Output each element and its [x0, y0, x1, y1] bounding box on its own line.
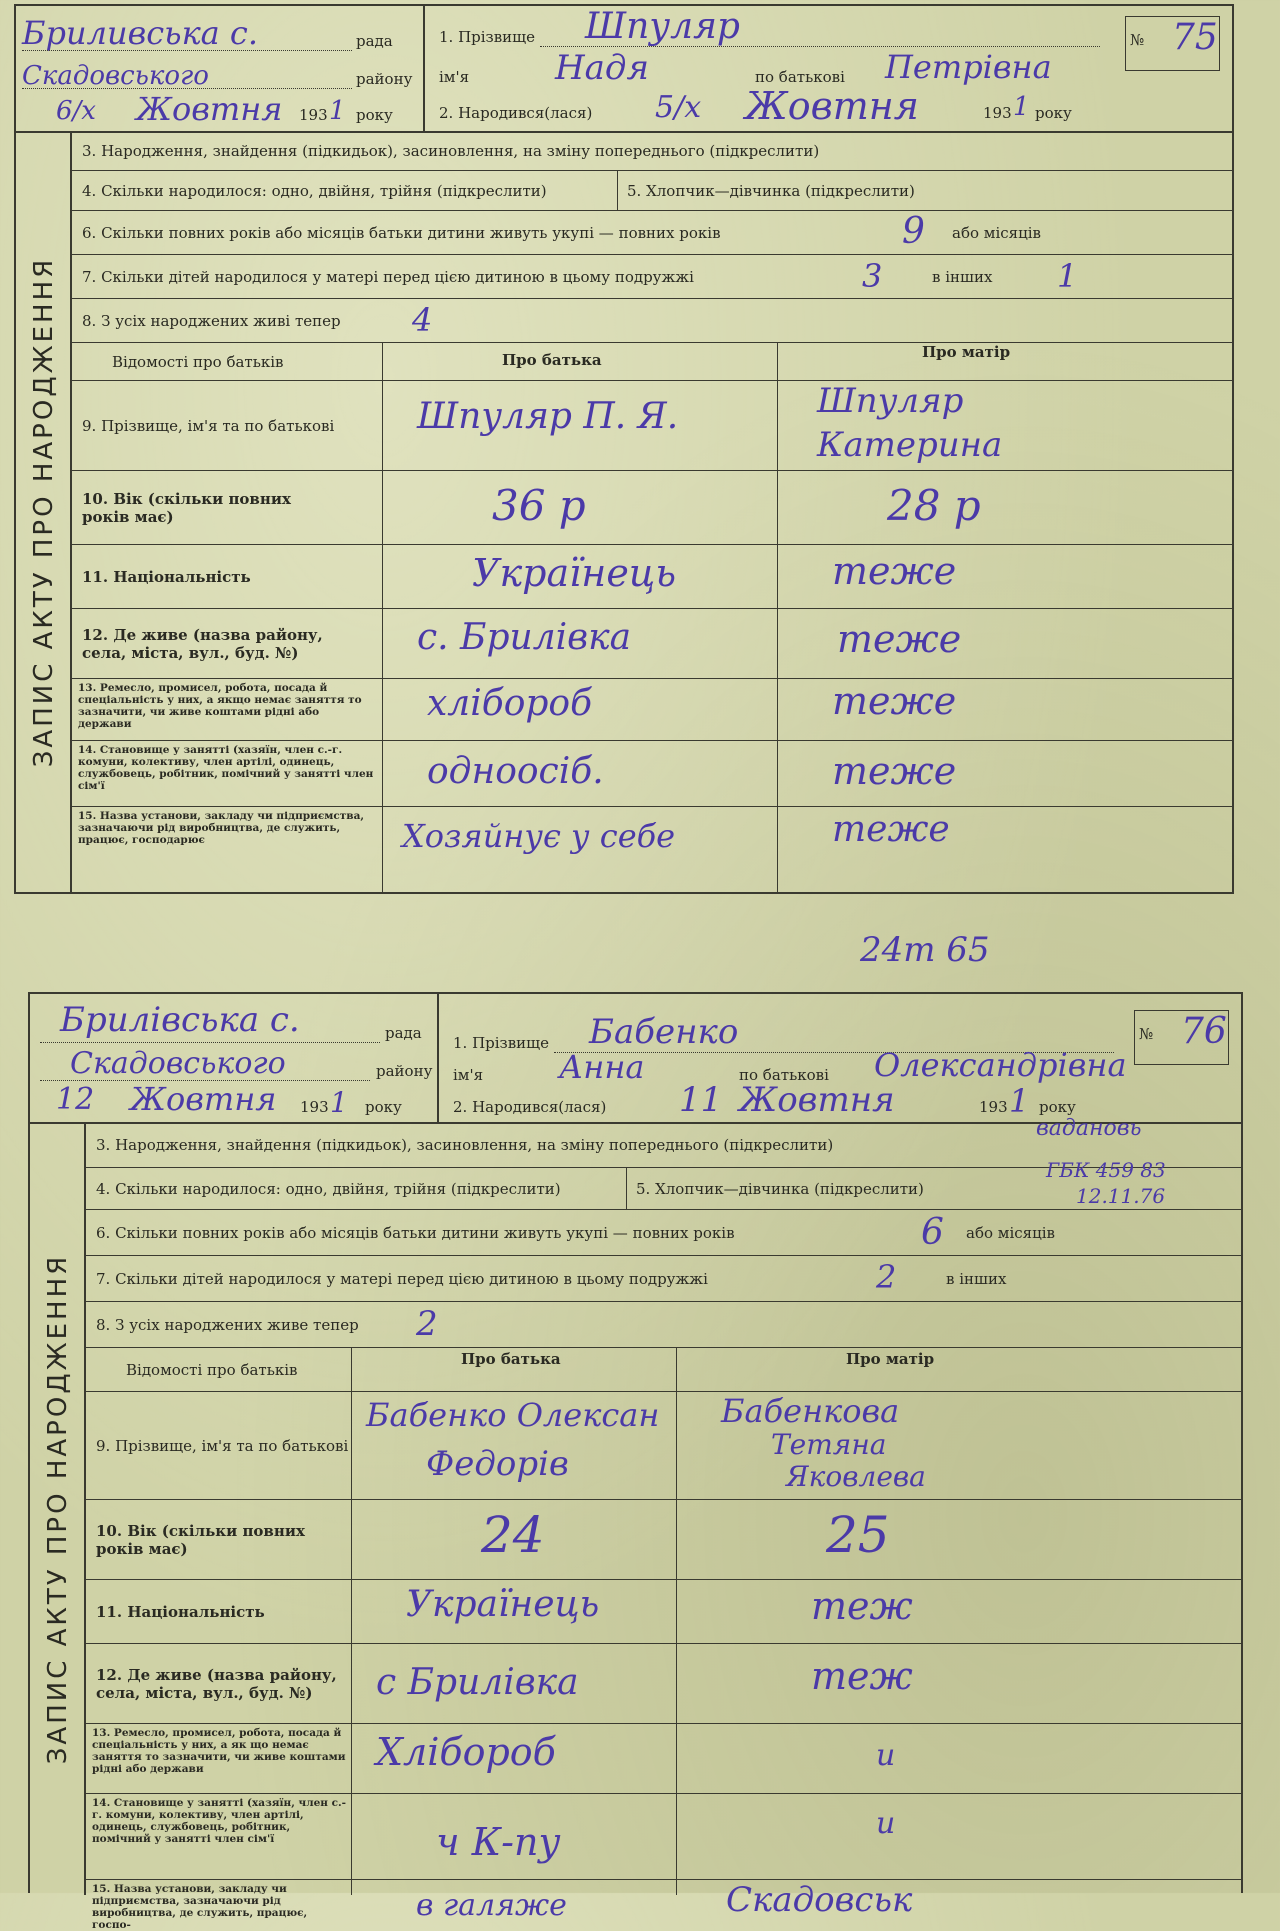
name-label: ім'я	[453, 1066, 484, 1084]
rada-label: рада	[356, 32, 393, 50]
row-9	[72, 381, 1232, 471]
row-11-mother: теже	[832, 549, 957, 593]
row-4-5	[72, 171, 1232, 211]
born-year-handwritten: 1	[1009, 1082, 1030, 1120]
row-13-mother: теже	[832, 679, 957, 723]
row-14-father: одноосіб.	[427, 751, 604, 792]
row-10-label: 10. Вік (скільки повних років має)	[96, 1521, 305, 1558]
name-label: ім'я	[439, 68, 470, 86]
surname-handwritten: Бабенко	[589, 1012, 739, 1052]
side-title-text: ЗАПИС АКТУ ПРО НАРОДЖЕННЯ	[43, 1253, 73, 1764]
row-15	[86, 1880, 1241, 1931]
surname-handwritten: Шпуляр	[585, 6, 740, 47]
row-14	[86, 1794, 1241, 1880]
row-7-mid: в інших	[946, 1269, 1007, 1288]
rayon-handwritten: Скадовського	[70, 1046, 286, 1081]
born-year-prefix: 193	[979, 1098, 1008, 1116]
row-7	[86, 1256, 1241, 1302]
row-13-father: Хлібороб	[376, 1730, 556, 1774]
margin-note: 24т 65	[860, 930, 990, 970]
patronymic-label: по батькові	[739, 1066, 829, 1084]
row-6-tail: або місяців	[966, 1223, 1055, 1242]
row-6	[72, 211, 1232, 255]
row-7-label: 7. Скільки дітей народилося у матері перед цією дитиною в цьому подружжі	[96, 1269, 708, 1288]
row-15-label: 15. Назва установи, закладу чи підприємства, зазначаючи рід виробництва, де служить, працює, господарює	[78, 810, 365, 846]
row-9-father-2: Федорів	[426, 1444, 569, 1484]
row-8-value: 2	[416, 1304, 438, 1344]
row-9-label: 9. Прізвище, ім'я та по батькові	[82, 416, 335, 435]
row-11-label: 11. Національність	[82, 567, 251, 586]
row-13-father: хлібороб	[427, 683, 593, 724]
side-title	[30, 1122, 86, 1895]
date-year-label: року	[365, 1098, 402, 1116]
row-13-mother: и	[876, 1738, 896, 1773]
parents-table	[72, 343, 1232, 892]
born-year-label: року	[1035, 104, 1072, 122]
row-9-mother-1: Бабенкова	[721, 1392, 900, 1430]
born-label: 2. Народився(лася)	[439, 104, 593, 122]
row-7	[72, 255, 1232, 299]
side-title	[16, 131, 72, 892]
record-number-handwritten: 76	[1181, 1011, 1227, 1052]
patronymic-handwritten: Петрівна	[885, 48, 1052, 86]
born-day-handwritten: 11	[679, 1080, 723, 1120]
rada-handwritten: Бриливська с.	[22, 14, 259, 52]
row-6	[86, 1210, 1241, 1256]
parents-table	[86, 1348, 1241, 1931]
date-year-prefix: 193	[300, 1098, 329, 1116]
row-11	[86, 1580, 1241, 1644]
row-10-label: 10. Вік (скільки повних років має)	[82, 489, 291, 526]
row-10-mother: 25	[826, 1506, 890, 1564]
row-5-label: 5. Хлопчик—дівчинка (підкреслити)	[627, 181, 915, 200]
row-14-father: ч К-пу	[436, 1820, 561, 1864]
row-11-father: Українець	[472, 551, 677, 595]
row-10-father: 36 р	[492, 481, 586, 530]
surname-label: 1. Прізвище	[453, 1034, 550, 1052]
row-12-mother: теж	[811, 1654, 913, 1698]
row-9-mother-2: Катерина	[817, 425, 1003, 465]
date-day-handwritten: 6/х	[56, 96, 96, 126]
row-15	[72, 807, 1232, 868]
surname-label: 1. Прізвище	[439, 28, 536, 46]
row-14-mother: и	[876, 1806, 896, 1841]
row-10	[86, 1500, 1241, 1580]
date-year-handwritten: 1	[330, 1086, 348, 1119]
date-month-handwritten: Жовтня	[136, 90, 283, 128]
row-10-father: 24	[481, 1506, 545, 1564]
row-12	[86, 1644, 1241, 1724]
row-12-father: с. Брилівка	[417, 617, 632, 658]
row-11-label: 11. Національність	[96, 1602, 265, 1621]
born-label: 2. Народився(лася)	[453, 1098, 607, 1116]
date-year-label: року	[356, 106, 393, 124]
row-7-value-2: 1	[1057, 257, 1078, 295]
name-handwritten: Анна	[559, 1048, 645, 1086]
rayon-label: району	[376, 1062, 433, 1080]
born-day-handwritten: 5/х	[655, 90, 702, 125]
row-15-father: Хозяйнує у себе	[402, 817, 676, 855]
row-12-mother: теже	[837, 617, 962, 661]
parents-table-head	[86, 1348, 1241, 1392]
patronymic-handwritten: Олександрівна	[874, 1046, 1127, 1084]
record-number-label: №	[1139, 1025, 1154, 1043]
date-month-handwritten: Жовтня	[130, 1080, 277, 1118]
row-13-label: 13. Ремесло, промисел, робота, посада й спеціальність у них, а як що немає заняття то зазначити, чи живе коштами рідні або держави	[92, 1727, 346, 1775]
row-15-label: 15. Назва установи, закладу чи підприємства, зазначаючи рід виробництва, де служить, працює, госпо-	[92, 1883, 308, 1931]
row-12	[72, 609, 1232, 679]
row-11-mother: теж	[811, 1584, 913, 1628]
row-4-label: 4. Скільки народилося: одно, двійня, трійня (підкреслити)	[82, 181, 547, 200]
rada-handwritten: Брилівська с.	[60, 1000, 300, 1040]
row-9-father: Шпуляр П. Я.	[417, 396, 679, 437]
date-year-prefix: 193	[299, 106, 328, 124]
registry-office-block	[30, 994, 439, 1122]
name-handwritten: Надя	[555, 48, 649, 88]
date-day-handwritten: 12	[56, 1082, 95, 1117]
row-8-label: 8. З усіх народжених живі тепер	[82, 311, 341, 330]
born-year-label: року	[1039, 1098, 1076, 1116]
head-mother: Про матір	[846, 1350, 935, 1368]
row-8-value: 4	[412, 301, 433, 339]
row-3	[72, 131, 1232, 171]
row-9-label: 9. Прізвище, ім'я та по батькові	[96, 1436, 349, 1455]
row-15-mother: Скадовськ	[726, 1880, 913, 1920]
row-4-5	[86, 1158, 1241, 1210]
head-father: Про батька	[461, 1350, 561, 1368]
row-8	[72, 299, 1232, 343]
side-note-1: вадановь	[1036, 1116, 1142, 1141]
child-info-block	[425, 6, 1232, 131]
head-father: Про батька	[502, 351, 602, 369]
row-12-father: с Брилівка	[376, 1662, 579, 1703]
side-note-3: 12.11.76	[1076, 1184, 1166, 1208]
row-15-father: в галяже	[416, 1888, 567, 1923]
row-6-label: 6. Скільки повних років або місяців батьки дитини живуть укупі — повних років	[96, 1223, 735, 1242]
head-label: Відомості про батьків	[112, 352, 284, 371]
record-number-box	[1125, 16, 1220, 71]
record-number-box	[1134, 1010, 1229, 1065]
rayon-handwritten: Скадовського	[22, 61, 209, 91]
row-6-label: 6. Скільки повних років або місяців батьки дитини живуть укупі — повних років	[82, 223, 721, 242]
row-9	[86, 1392, 1241, 1500]
row-9-mother-3: Яковлева	[786, 1460, 926, 1493]
head-mother: Про матір	[922, 343, 1011, 361]
row-14	[72, 741, 1232, 807]
record-number-label: №	[1130, 31, 1145, 49]
form-header	[30, 994, 1241, 1124]
date-year-handwritten: 1	[329, 96, 346, 126]
row-7-value: 2	[876, 1258, 897, 1296]
row-8-label: 8. З усіх народжених живе тепер	[96, 1315, 359, 1334]
row-14-label: 14. Становище у занятті (хазяїн, член с.-г. комуни, колективу, член артілі, одинець, службовець, робітник, помічний у занятті член сім'ї	[78, 744, 374, 792]
row-11-father: Українець	[406, 1584, 600, 1625]
row-13	[86, 1724, 1241, 1794]
rada-label: рада	[385, 1024, 422, 1042]
row-14-label: 14. Становище у занятті (хазяїн, член с.-г. комуни, колективу, член артілі, одинець, службовець, робітник, помічний у занятті член сім'ї	[92, 1797, 347, 1845]
row-6-tail: або місяців	[952, 223, 1041, 242]
row-4-label: 4. Скільки народилося: одно, двійня, трійня (підкреслити)	[96, 1179, 561, 1198]
born-year-prefix: 193	[983, 104, 1012, 122]
row-9-mother-2: Тетяна	[771, 1428, 887, 1461]
row-7-value: 3	[862, 257, 883, 295]
form-header	[16, 6, 1232, 133]
registry-office-block	[16, 6, 425, 131]
row-3-label: 3. Народження, знайдення (підкидьок), засиновлення, на зміну попереднього (підкреслити)	[96, 1135, 834, 1154]
born-month-handwritten: Жовтня	[745, 84, 919, 128]
born-month-handwritten: Жовтня	[739, 1080, 895, 1120]
row-13-label: 13. Ремесло, промисел, робота, посада й спеціальність у них, а якщо немає заняття то зазначити, чи живе коштами рідні або держави	[78, 682, 362, 730]
row-3-label: 3. Народження, знайдення (підкидьок), засиновлення, на зміну попереднього (підкреслити)	[82, 141, 820, 160]
row-12-label: 12. Де живе (назва району, села, міста, вул., буд. №)	[96, 1665, 337, 1702]
birth-record-form-76	[28, 992, 1243, 1931]
row-13	[72, 679, 1232, 741]
form-body	[86, 1116, 1241, 1931]
row-9-mother-1: Шпуляр	[817, 381, 964, 421]
row-9-father-1: Бабенко Олексан	[366, 1396, 660, 1434]
birth-record-form-75	[14, 4, 1234, 894]
row-6-value: 9	[902, 211, 925, 252]
child-info-block	[439, 994, 1241, 1122]
row-12-label: 12. Де живе (назва району, села, міста, вул., буд. №)	[82, 625, 323, 662]
rayon-label: району	[356, 70, 413, 88]
parents-table-head	[72, 343, 1232, 381]
row-7-label: 7. Скільки дітей народилося у матері перед цією дитиною в цьому подружжі	[82, 267, 694, 286]
row-14-mother: теже	[832, 749, 957, 793]
row-7-mid: в інших	[932, 267, 993, 286]
head-label: Відомості про батьків	[126, 1360, 298, 1379]
row-10-mother: 28 р	[887, 481, 981, 530]
born-year-handwritten: 1	[1013, 92, 1030, 122]
row-10	[72, 471, 1232, 545]
side-title-text: ЗАПИС АКТУ ПРО НАРОДЖЕННЯ	[29, 256, 59, 767]
row-5-label: 5. Хлопчик—дівчинка (підкреслити)	[636, 1179, 924, 1198]
row-6-value: 6	[921, 1212, 944, 1253]
side-note-2: ГБК 459 83	[1046, 1158, 1166, 1182]
patronymic-label: по батькові	[755, 68, 845, 86]
record-number-handwritten: 75	[1172, 17, 1218, 58]
form-body	[72, 131, 1232, 892]
row-11	[72, 545, 1232, 609]
row-15-mother: теже	[832, 809, 950, 850]
row-8	[86, 1302, 1241, 1348]
